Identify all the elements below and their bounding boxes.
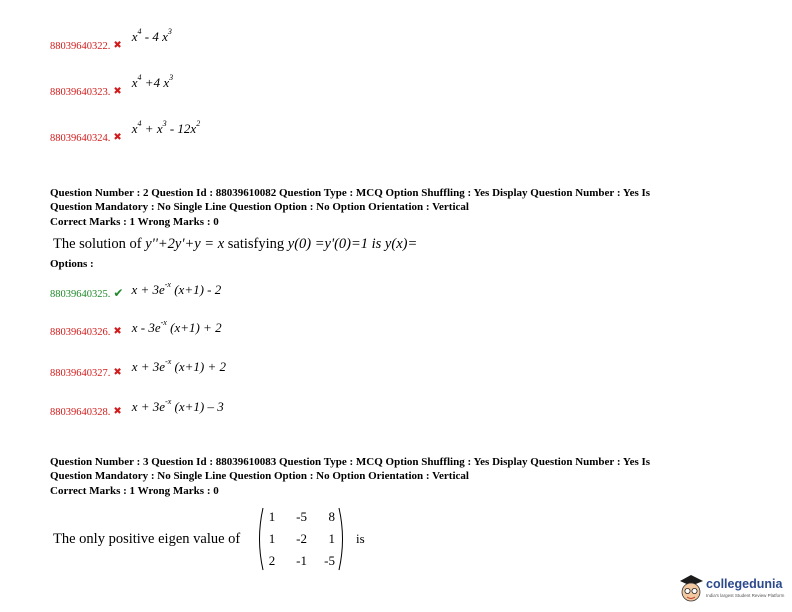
option-id: 88039640326. (50, 327, 111, 338)
q3-header-line2: Question Mandatory : No Single Line Question Option : No Option Orientation : Vertical (50, 469, 469, 482)
cross-icon: ✖ (113, 325, 122, 337)
q2-stem-condition: y(0) =y'(0)=1 is y(x)= (287, 236, 418, 252)
cross-icon: ✖ (113, 405, 122, 417)
option-id: 88039640322. (50, 41, 111, 52)
option-answer: x + 3e-x (x+1) – 3 (131, 396, 224, 414)
q2-option-4 (50, 396, 224, 420)
q2-header-line2: Question Mandatory : No Single Line Question Option : No Option Orientation : Vertical (50, 200, 469, 213)
option-id: 88039640324. (50, 133, 111, 144)
q2-marks: Correct Marks : 1 Wrong Marks : 0 (50, 216, 219, 228)
matrix-cell: 1 (268, 531, 276, 546)
q2-option-1 (50, 279, 222, 302)
option-id: 88039640323. (50, 87, 111, 98)
q3-header-line1: Question Number : 3 Question Id : 88039610083 Question Type : MCQ Option Shuffling : Yes Display Question Number : Yes Is (50, 456, 651, 468)
q2-stem-equation: y''+2y'+y = x (145, 236, 225, 252)
collegedunia-logo (676, 572, 788, 606)
q2-header-line1: Question Number : 2 Question Id : 88039610082 Question Type : MCQ Option Shuffling : Yes Display Question Number : Yes Is (50, 187, 651, 199)
cross-icon: ✖ (113, 366, 122, 378)
q1-option-2 (50, 72, 174, 100)
q1-option-1 (50, 26, 172, 54)
option-answer: x + 3e-x (x+1) + 2 (131, 356, 227, 374)
matrix-cell: -2 (296, 531, 307, 546)
check-icon: ✔ (113, 285, 124, 300)
q3-stem-prefix: The only positive eigen value of (53, 531, 241, 547)
matrix-cell: 2 (268, 553, 276, 568)
q2-stem-prefix: The solution of (53, 236, 142, 252)
option-answer: $x + 3e^{-x}$ (x+1) - 2 (131, 279, 222, 297)
matrix-cell: -1 (296, 553, 307, 568)
q3-marks: Correct Marks : 1 Wrong Marks : 0 (50, 485, 219, 497)
option-answer: x4 - 4 x3 (131, 26, 172, 44)
q3-matrix (255, 506, 347, 572)
q2-options-label: Options : (50, 258, 94, 270)
brand-tagline: India's largest Student Review Platform (706, 593, 785, 598)
q2-stem-middle: satisfying (227, 236, 285, 252)
option-id: 88039640327. (50, 368, 111, 379)
matrix-cell: 8 (328, 509, 335, 524)
option-id: 88039640328. (50, 407, 111, 418)
cross-icon: ✖ (113, 39, 122, 51)
q2-stem (53, 236, 417, 253)
matrix-cell: -5 (324, 553, 335, 568)
brand-name: collegedunia (706, 577, 783, 591)
option-id: 88039640325. (50, 289, 111, 300)
option-answer: x - $3e^{-x}$ (x+1) + 2 (131, 317, 222, 335)
cross-icon: ✖ (113, 131, 122, 143)
option-answer: x4 + x3 - 12x2 (131, 118, 201, 136)
matrix-cell: 1 (268, 509, 276, 524)
q2-option-2 (50, 317, 222, 340)
matrix-cell: -5 (296, 509, 307, 524)
q2-option-3 (50, 356, 227, 381)
q2-header (50, 187, 650, 230)
option-answer: x4 +4 x3 (131, 72, 174, 90)
mascot-icon (676, 572, 706, 604)
cross-icon: ✖ (113, 85, 122, 97)
matrix-cell: 1 (328, 531, 335, 546)
q3-header (50, 456, 650, 499)
q3-stem-suffix: is (356, 531, 365, 546)
q1-option-3 (50, 118, 201, 146)
